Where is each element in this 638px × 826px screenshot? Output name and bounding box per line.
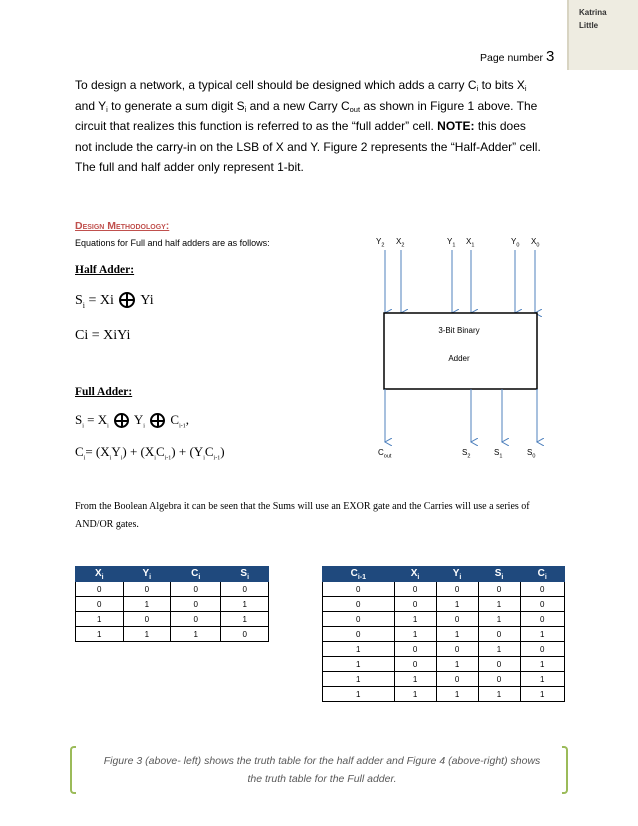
page-number bbox=[480, 48, 554, 65]
input-label-x1: $X_1$ bbox=[466, 237, 475, 249]
column-header: $C_i$ bbox=[171, 567, 221, 582]
table-cell: 1 bbox=[323, 657, 395, 672]
table-cell: 1 bbox=[436, 687, 478, 702]
adder-block bbox=[384, 313, 537, 389]
caption-line-2: the truth table for the Full adder. bbox=[247, 773, 397, 785]
table-cell: 0 bbox=[520, 597, 564, 612]
table-row bbox=[323, 657, 565, 672]
table-cell: 1 bbox=[394, 627, 436, 642]
table-cell: 0 bbox=[323, 612, 395, 627]
intro-paragraph bbox=[75, 75, 575, 178]
table-row bbox=[323, 627, 565, 642]
half-adder-truth-table bbox=[75, 566, 269, 642]
table-cell: 0 bbox=[520, 612, 564, 627]
table-cell: 1 bbox=[520, 672, 564, 687]
table-cell: 0 bbox=[394, 657, 436, 672]
table-cell: 1 bbox=[76, 612, 124, 627]
adder-block-diagram bbox=[370, 228, 570, 468]
table-cell: 0 bbox=[394, 582, 436, 597]
table-row bbox=[323, 612, 565, 627]
table-cell: 0 bbox=[171, 597, 221, 612]
intro-line-4: not include the carry-in on the LSB of X and Y. Figure 2 represents the “Half-Adder” cell. bbox=[75, 139, 541, 154]
column-header: $C_i$ bbox=[520, 567, 564, 582]
table-cell: 0 bbox=[436, 612, 478, 627]
table-cell: 0 bbox=[323, 627, 395, 642]
caption-line-1: Figure 3 (above- left) shows the truth table for the half adder and Figure 4 (above-right) shows bbox=[103, 755, 541, 767]
input-label-y0: $Y_0$ bbox=[511, 237, 520, 249]
table-cell: 0 bbox=[323, 597, 395, 612]
table-header-row bbox=[76, 567, 269, 582]
table-cell: 0 bbox=[76, 582, 124, 597]
output-label-s1: $S_1$ bbox=[494, 448, 503, 460]
table-cell: 0 bbox=[520, 582, 564, 597]
caption-bracket-right bbox=[562, 746, 568, 794]
table-cell: 1 bbox=[323, 672, 395, 687]
table-cell: 1 bbox=[478, 612, 520, 627]
table-cell: 0 bbox=[123, 582, 171, 597]
table-cell: 1 bbox=[520, 687, 564, 702]
table-cell: 0 bbox=[171, 582, 221, 597]
table-cell: 1 bbox=[478, 687, 520, 702]
design-methodology-heading: Design Methodology: bbox=[75, 220, 170, 232]
input-label-y1: $Y_1$ bbox=[447, 237, 456, 249]
table-row bbox=[76, 582, 269, 597]
table-cell: 0 bbox=[323, 582, 395, 597]
figure-caption bbox=[82, 752, 562, 788]
half-adder-sum-equation: $S_i = Xi$ Yi bbox=[75, 293, 154, 310]
table-cell: 1 bbox=[123, 597, 171, 612]
table-cell: 0 bbox=[76, 597, 124, 612]
table-cell: 1 bbox=[478, 642, 520, 657]
half-adder-title: Half Adder: bbox=[75, 264, 135, 276]
table-cell: 1 bbox=[436, 627, 478, 642]
table-cell: 1 bbox=[436, 597, 478, 612]
table-cell: 1 bbox=[123, 627, 171, 642]
table-cell: 1 bbox=[394, 612, 436, 627]
full-adder-title: Full Adder: bbox=[75, 386, 133, 398]
table-row bbox=[76, 597, 269, 612]
author-first: Katrina bbox=[579, 8, 607, 17]
column-header: $X_i$ bbox=[394, 567, 436, 582]
input-label-x2: $X_2$ bbox=[396, 237, 405, 249]
column-header: $S_i$ bbox=[221, 567, 269, 582]
table-row bbox=[323, 672, 565, 687]
table-cell: 1 bbox=[394, 672, 436, 687]
page-number-value: 3 bbox=[545, 48, 555, 65]
input-label-y2: $Y_2$ bbox=[376, 237, 385, 249]
column-header: $Y_i$ bbox=[123, 567, 171, 582]
table-cell: 0 bbox=[171, 612, 221, 627]
table-row bbox=[76, 627, 269, 642]
full-adder-sum-equation: $S_i = X_i$ $Y_i$ $C_{i-1}$, bbox=[75, 412, 189, 430]
table-cell: 0 bbox=[394, 597, 436, 612]
table-row bbox=[76, 612, 269, 627]
caption-bracket-left bbox=[70, 746, 76, 794]
table-cell: 0 bbox=[478, 672, 520, 687]
table-cell: 1 bbox=[171, 627, 221, 642]
table-cell: 0 bbox=[520, 642, 564, 657]
table-cell: 1 bbox=[520, 657, 564, 672]
table-row bbox=[323, 642, 565, 657]
table-cell: 0 bbox=[394, 642, 436, 657]
table-cell: 0 bbox=[221, 582, 269, 597]
table-cell: 0 bbox=[436, 672, 478, 687]
output-label-cout: $C_{out}$ bbox=[378, 448, 392, 460]
equations-intro: Equations for Full and half adders are as follows: bbox=[75, 238, 270, 248]
table-cell: 1 bbox=[221, 612, 269, 627]
intro-line-1: To design a network, a typical cell should be designed which adds a carry $C_i$ to bits $X_i$ bbox=[75, 78, 527, 93]
intro-line-2: and $Y_i$ to generate a sum digit $S_i$ and a new Carry $C_{out}$ as shown in Figure 1 above. The bbox=[75, 98, 538, 114]
column-header: $X_i$ bbox=[76, 567, 124, 582]
table-header-row bbox=[323, 567, 565, 582]
xor-icon bbox=[150, 413, 165, 428]
full-adder-truth-table bbox=[322, 566, 565, 702]
page-label: Page number bbox=[480, 52, 544, 64]
table-row bbox=[323, 687, 565, 702]
table-cell: 1 bbox=[436, 657, 478, 672]
table-cell: 1 bbox=[323, 687, 395, 702]
table-cell: 0 bbox=[436, 642, 478, 657]
column-header: $S_i$ bbox=[478, 567, 520, 582]
table-cell: 1 bbox=[394, 687, 436, 702]
half-adder-carry-equation: Ci = XiYi bbox=[75, 328, 131, 343]
table-cell: 0 bbox=[478, 582, 520, 597]
author-last: Little bbox=[579, 21, 599, 30]
table-cell: 0 bbox=[221, 627, 269, 642]
output-label-s0: $S_0$ bbox=[527, 448, 536, 460]
table-cell: 1 bbox=[478, 597, 520, 612]
table-cell: 1 bbox=[76, 627, 124, 642]
column-header: $Y_i$ bbox=[436, 567, 478, 582]
input-label-x0: $X_0$ bbox=[531, 237, 540, 249]
full-adder-carry-equation: $C_i= (X_iY_i) + (X_iC_{i-1}) + (Y_iC_{i-1})$ bbox=[75, 444, 225, 462]
table-row bbox=[323, 582, 565, 597]
block-label-line1: 3-Bit Binary bbox=[438, 326, 480, 335]
author-box bbox=[567, 0, 638, 70]
table-cell: 0 bbox=[478, 657, 520, 672]
intro-line-5: The full and half adder only represent 1-bit. bbox=[75, 160, 304, 175]
output-label-s2: $S_2$ bbox=[462, 448, 471, 460]
intro-line-3: circuit that realizes this function is referred to as the “full adder” cell. NOTE: this does bbox=[75, 119, 526, 134]
table-cell: 1 bbox=[520, 627, 564, 642]
table-cell: 0 bbox=[436, 582, 478, 597]
table-cell: 0 bbox=[478, 627, 520, 642]
table-cell: 1 bbox=[221, 597, 269, 612]
table-cell: 1 bbox=[323, 642, 395, 657]
table-cell: 0 bbox=[123, 612, 171, 627]
block-label-line2: Adder bbox=[448, 354, 470, 363]
table-row bbox=[323, 597, 565, 612]
boolean-algebra-note: From the Boolean Algebra it can be seen that the Sums will use an EXOR gate and the Carries will use a series of AND/OR gates. bbox=[75, 501, 530, 530]
xor-icon bbox=[114, 413, 129, 428]
xor-icon bbox=[119, 292, 135, 308]
column-header: $C_{i-1}$ bbox=[323, 567, 395, 582]
